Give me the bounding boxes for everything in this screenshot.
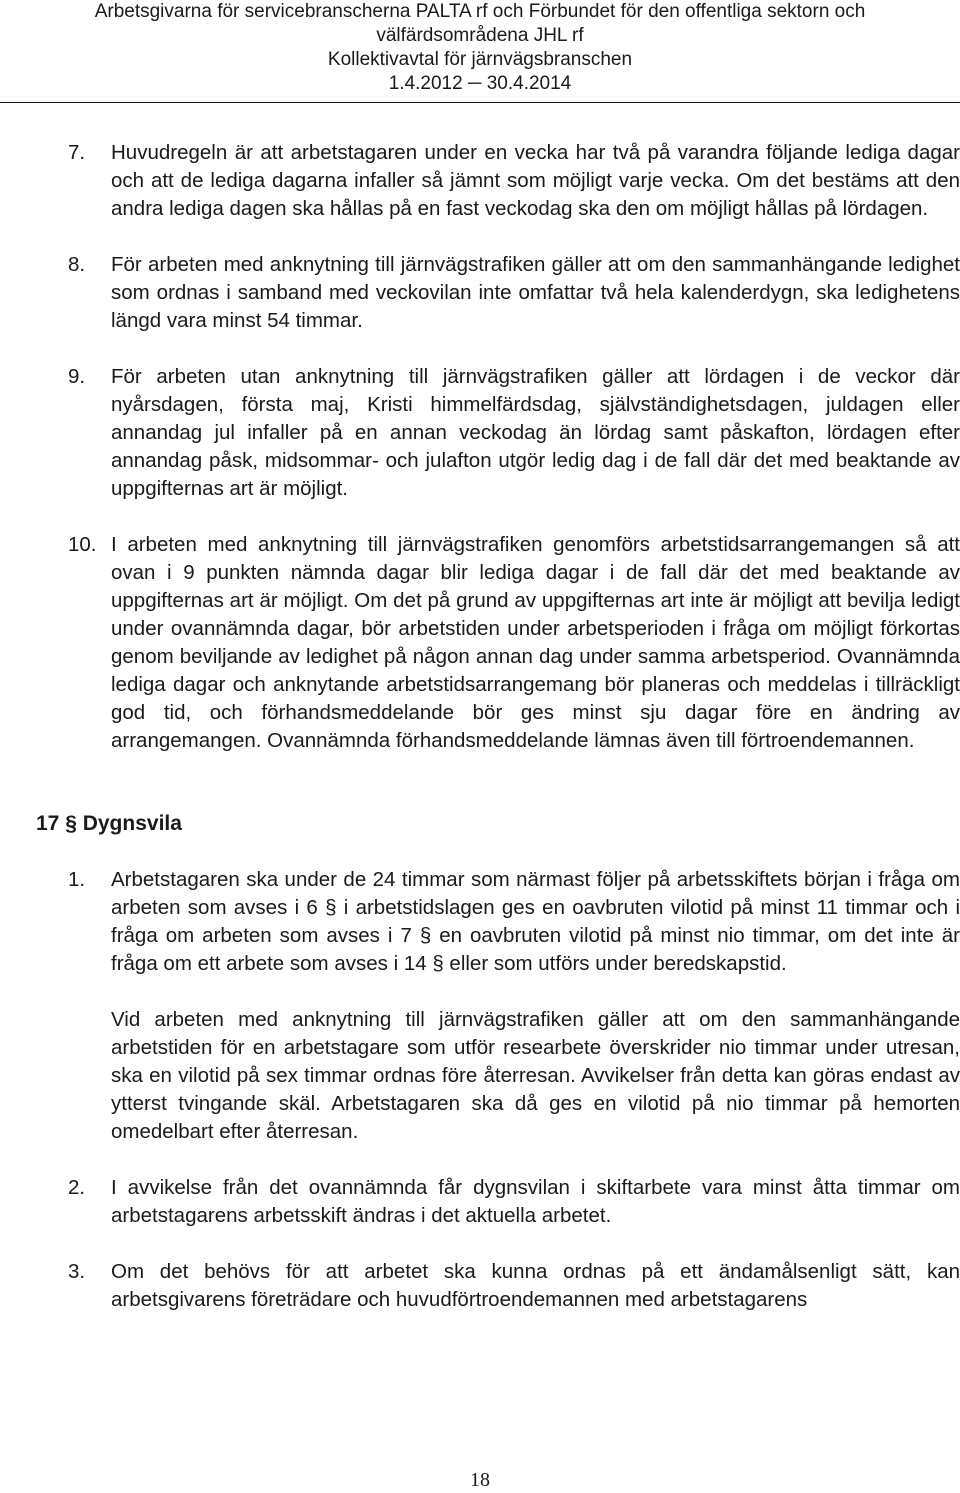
item-number: 9. — [68, 365, 86, 388]
item-number: 8. — [68, 253, 86, 276]
header-organizations: Arbetsgivarna för servicebranscherna PALTA rf och Förbundet för den offentliga sektorn och — [94, 1, 866, 22]
item-1-paragraph: Vid arbeten med anknytning till järnvägstrafiken gäller att om den sammanhängande arbetstiden för en arbetstagare som utför researbete överskrider nio timmar under utresan, ska en vilotid på sex timmar ordnas före återresan. Avvikelser från detta kan göras endast av ytterst tvingande skäl. Arbetstagaren ska då ges en vilotid på nio timmar på hemorten omedelbart efter återresan. — [111, 1008, 960, 1143]
list-item-2 — [68, 1174, 960, 1230]
item-text: För arbeten med anknytning till järnvägstrafiken gäller att om den sammanhängande ledighet som ordnas i samband med veckovilan inte omfattar två hela kalenderdygn, ska ledighetens längd vara minst 54 timmar. — [111, 253, 960, 332]
page-number: 18 — [470, 1469, 490, 1491]
item-text: För arbeten utan anknytning till järnvägstrafiken gäller att lördagen i de veckor där nyårsdagen, första maj, Kristi himmelfärdsdag, självständighetsdagen, juldagen eller annandag jul infaller på en annan veckodag än lördag samt påskafton, lördagen efter annandag påsk, midsommar- och julafton utgör ledig dag i de fall där det med beaktande av uppgifternas art är möjligt. — [111, 365, 960, 500]
document-header — [0, 0, 960, 96]
item-text: I arbeten med anknytning till järnvägstrafiken genomförs arbetstidsarrangemangen så att ovan i 9 punkten nämnda dagar blir lediga dagar i de fall där det med beaktande av uppgifternas art är möjligt. Om det på grund av uppgifternas art inte är möjligt att bevilja ledigt under ovannämnda dagar, bör arbetstiden under arbetsperioden i fråga om möjligt förkortas genom beviljande av ledighet på någon annan dag under samma arbetsperiod. Ovannämnda lediga dagar och anknytande arbetstidsarrangemang bör planeras och meddelas i tillräckligt god tid, och förhandsmeddelande bör ges minst sju dagar före en ändring av arrangemangen. Ovannämnda förhandsmeddelande lämnas även till förtroendemannen. — [111, 533, 960, 752]
item-number: 2. — [68, 1176, 86, 1199]
header-validity-period: 1.4.2012 ─ 30.4.2014 — [388, 73, 572, 94]
list-item-3 — [68, 1258, 960, 1314]
list-item-1 — [68, 866, 960, 978]
section-heading: 17 § Dygnsvila — [36, 812, 182, 835]
list-item-7 — [68, 139, 960, 223]
header-divider — [0, 102, 960, 103]
item-text: Om det behövs för att arbetet ska kunna ordnas på ett ändamålsenligt sätt, kan arbetsgivarens företrädare och huvudförtroendemannen med arbetstagarens — [111, 1260, 960, 1311]
document-body — [36, 139, 960, 1314]
item-number: 10. — [68, 533, 97, 556]
list-item-8 — [68, 251, 960, 335]
item-number: 1. — [68, 868, 86, 891]
item-number: 7. — [68, 141, 86, 164]
list-item-10 — [68, 531, 960, 755]
item-text: Arbetstagaren ska under de 24 timmar som närmast följer på arbetsskiftets början i fråga om arbeten som avses i 6 § i arbetstidslagen ges en oavbruten vilotid på minst 11 timmar och i fråga om arbeten som avses i 7 § en oavbruten vilotid på minst nio timmar, om det inte är fråga om ett arbete som avses i 14 § eller som utförs under beredskapstid. — [111, 868, 960, 975]
list-item-9 — [68, 363, 960, 503]
item-text: Huvudregeln är att arbetstagaren under en vecka har två på varandra följande lediga dagar och att de lediga dagarna infaller så jämnt som möjligt varje vecka. Om det bestäms att den andra lediga dagen ska hållas på en fast veckodag ska den om möjligt hållas på lördagen. — [111, 141, 960, 220]
header-organization-cont: välfärdsområdena JHL rf — [376, 25, 584, 46]
item-number: 3. — [68, 1260, 86, 1283]
header-agreement-title: Kollektivavtal för järnvägsbranschen — [327, 49, 633, 70]
item-text: I avvikelse från det ovannämnda får dygnsvilan i skiftarbete vara minst åtta timmar om arbetstagarens arbetsskift ändras i det aktuella arbetet. — [111, 1176, 960, 1227]
